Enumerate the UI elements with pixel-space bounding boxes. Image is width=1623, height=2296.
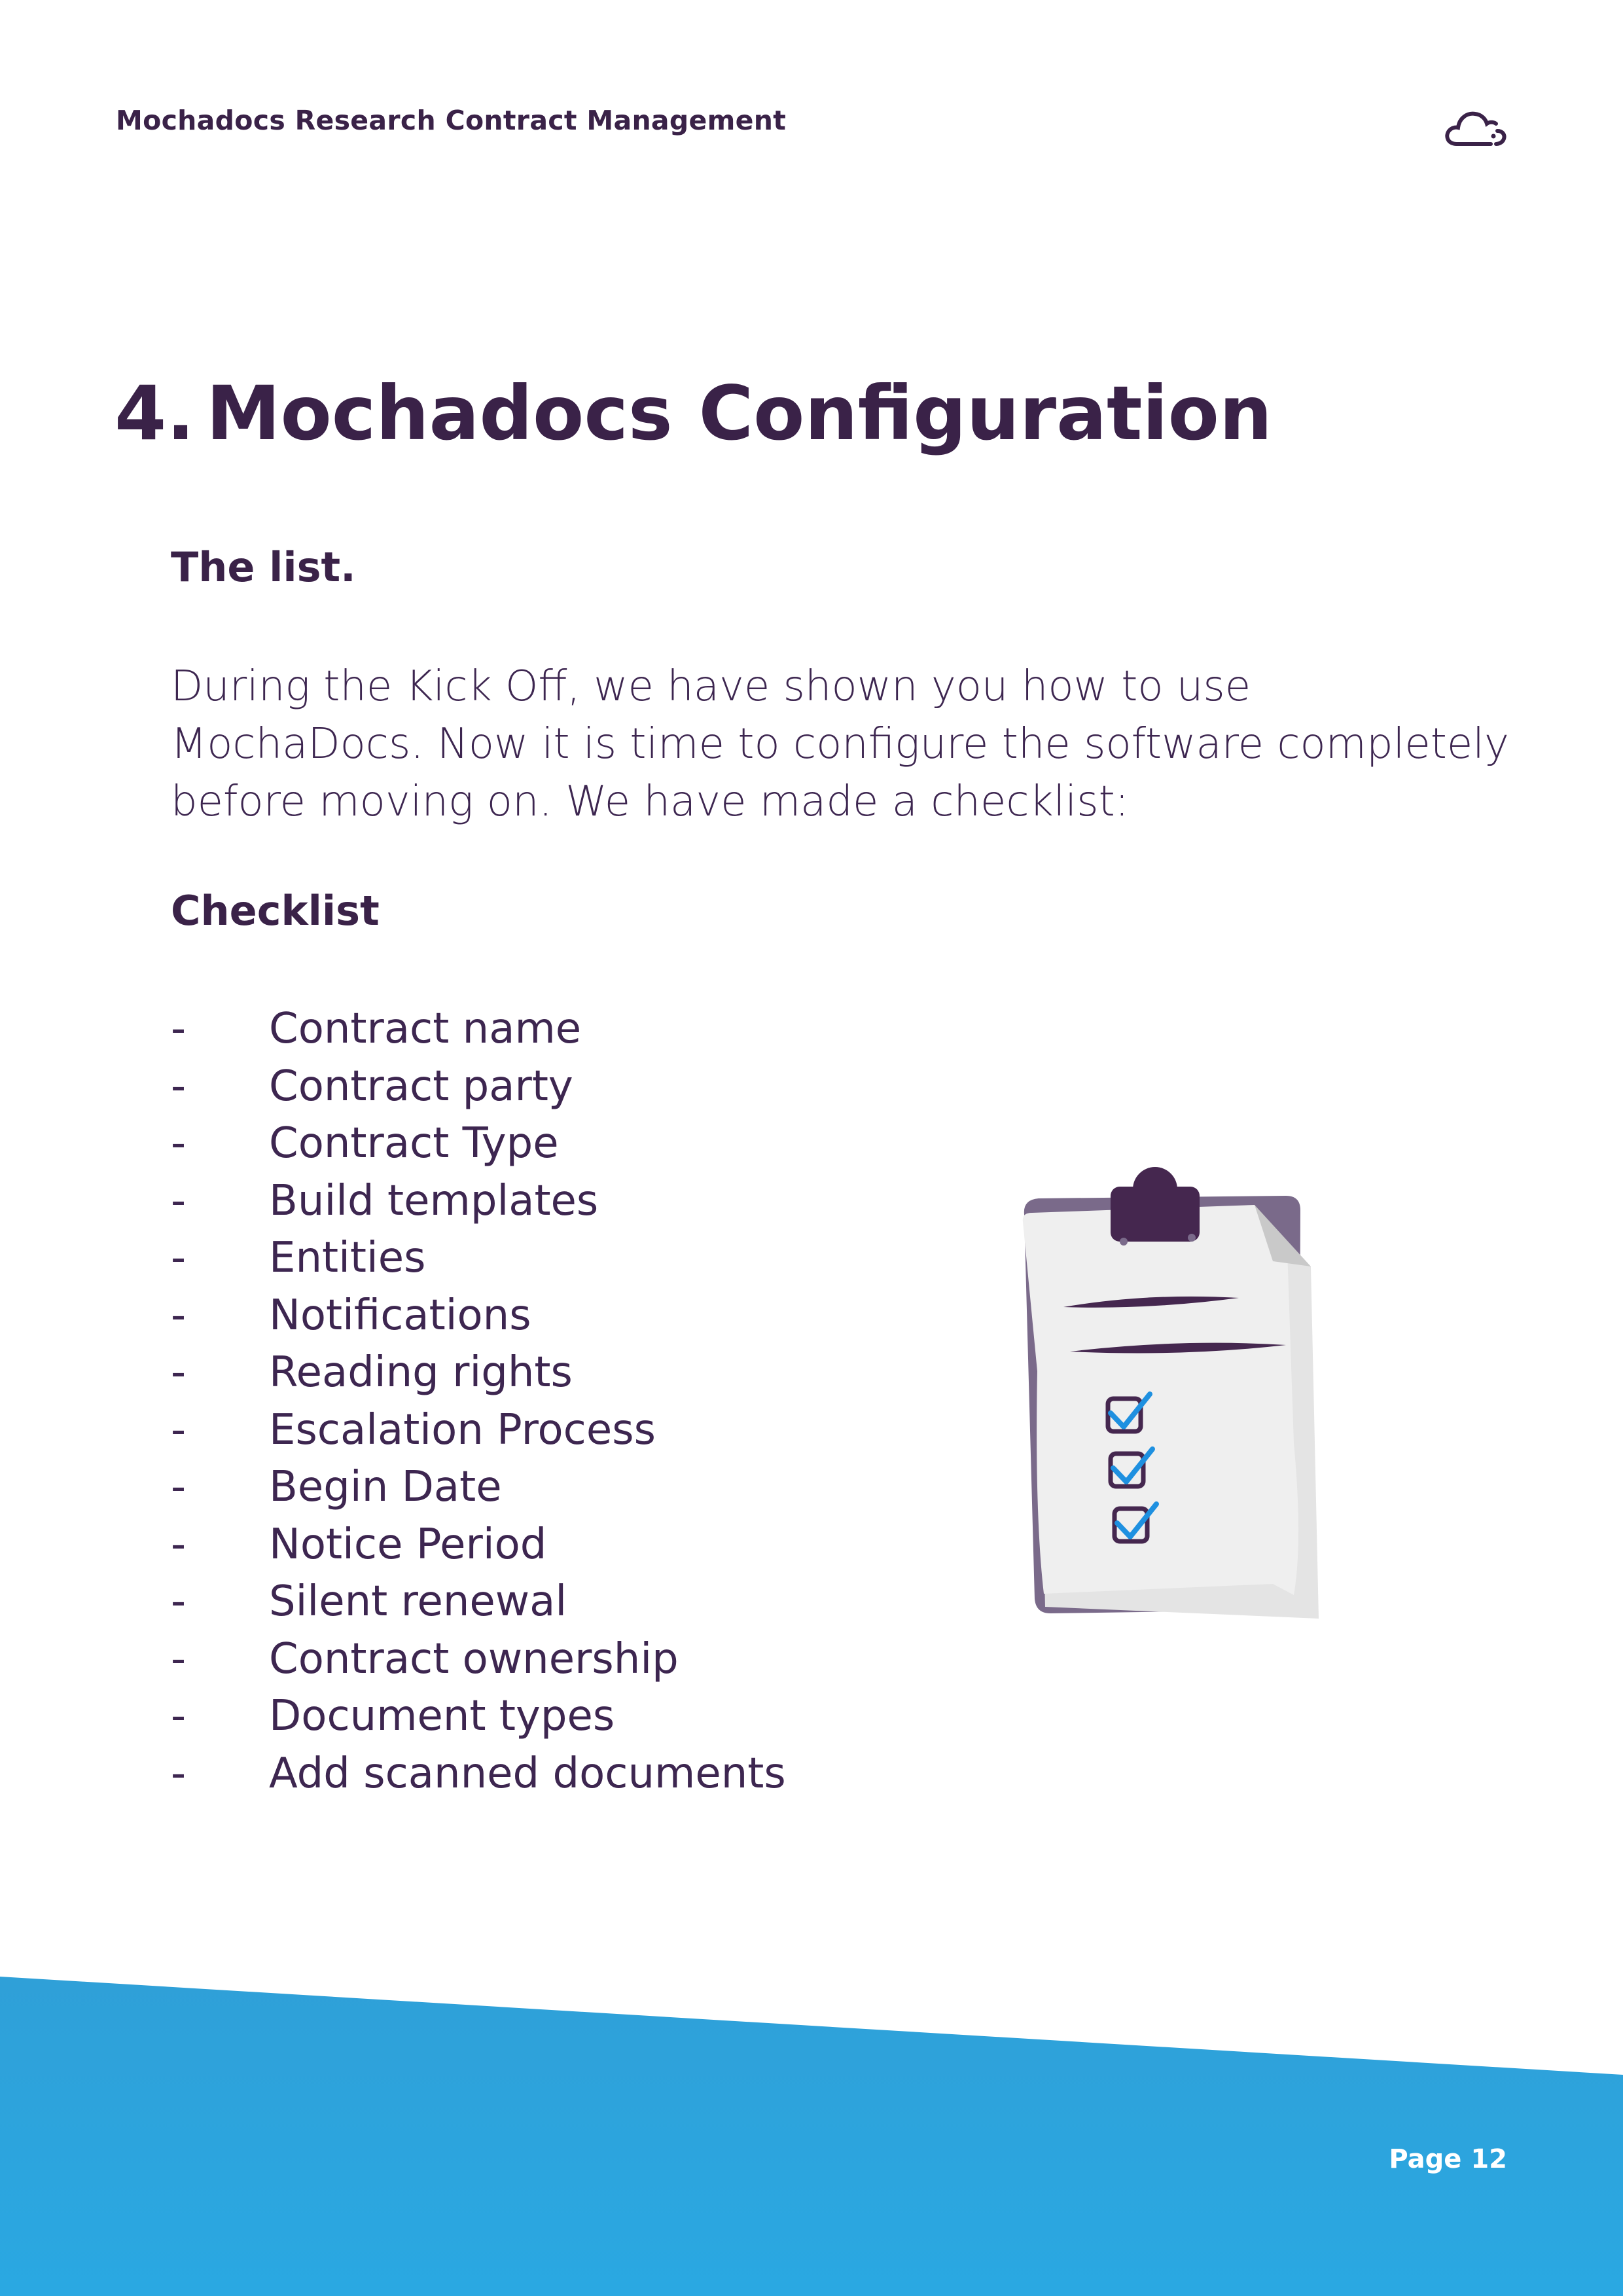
intro-paragraph — [171, 658, 1509, 831]
list-item — [171, 1746, 786, 1803]
intro-line: During the Kick Off, we have shown you how to use — [171, 662, 1251, 711]
list-item-label: Document types — [269, 1692, 615, 1740]
list-item — [171, 1287, 786, 1345]
section-heading: The list. — [171, 543, 356, 591]
chapter-title-text: Mochadocs Configuration — [206, 370, 1273, 457]
list-bullet: - — [171, 1119, 187, 1168]
list-bullet: - — [171, 1405, 187, 1454]
list-item — [171, 1573, 786, 1631]
list-item-label: Silent renewal — [269, 1577, 567, 1626]
footer-band — [0, 1977, 1623, 2296]
list-bullet: - — [171, 1234, 187, 1282]
list-item-label: Build templates — [269, 1176, 599, 1225]
list-item — [171, 1459, 786, 1516]
list-item — [171, 1344, 786, 1402]
list-item-label: Begin Date — [269, 1463, 502, 1511]
list-bullet: - — [171, 1062, 187, 1111]
list-bullet: - — [171, 1463, 187, 1511]
list-item-label: Contract Type — [269, 1119, 559, 1168]
list-bullet: - — [171, 1749, 187, 1798]
list-item — [171, 1516, 786, 1574]
list-item — [171, 1688, 786, 1746]
list-item-label: Reading rights — [269, 1348, 573, 1397]
list-item — [171, 1230, 786, 1287]
list-item-label: Notifications — [269, 1291, 531, 1340]
list-item-label: Contract name — [269, 1005, 582, 1053]
document-header-title: Mochadocs Research Contract Management — [116, 105, 787, 136]
list-item-label: Escalation Process — [269, 1405, 656, 1454]
list-bullet: - — [171, 1634, 187, 1683]
clipboard-checklist-icon — [1011, 1162, 1371, 1620]
list-bullet: - — [171, 1577, 187, 1626]
list-item — [171, 1058, 786, 1116]
list-item — [171, 1115, 786, 1173]
intro-line: before moving on. We have made a checklist: — [171, 778, 1130, 826]
list-item-label: Entities — [269, 1234, 426, 1282]
checklist — [171, 1001, 786, 1803]
chapter-title — [115, 370, 1272, 457]
list-item-label: Contract ownership — [269, 1634, 679, 1683]
list-item — [171, 1631, 786, 1689]
list-item — [171, 1173, 786, 1230]
page-number: Page 12 — [1389, 2144, 1507, 2174]
cloud-icon — [1442, 103, 1509, 149]
checklist-heading: Checklist — [171, 887, 380, 935]
chapter-number: 4. — [115, 370, 195, 457]
list-bullet: - — [171, 1692, 187, 1740]
list-bullet: - — [171, 1176, 187, 1225]
list-item-label: Add scanned documents — [269, 1749, 786, 1798]
list-bullet: - — [171, 1348, 187, 1397]
list-item-label: Contract party — [269, 1062, 573, 1111]
intro-line: MochaDocs. Now it is time to configure the software completely — [171, 720, 1509, 768]
list-bullet: - — [171, 1291, 187, 1340]
list-bullet: - — [171, 1520, 187, 1569]
list-item — [171, 1402, 786, 1460]
list-item-label: Notice Period — [269, 1520, 547, 1569]
list-item — [171, 1001, 786, 1058]
list-bullet: - — [171, 1005, 187, 1053]
